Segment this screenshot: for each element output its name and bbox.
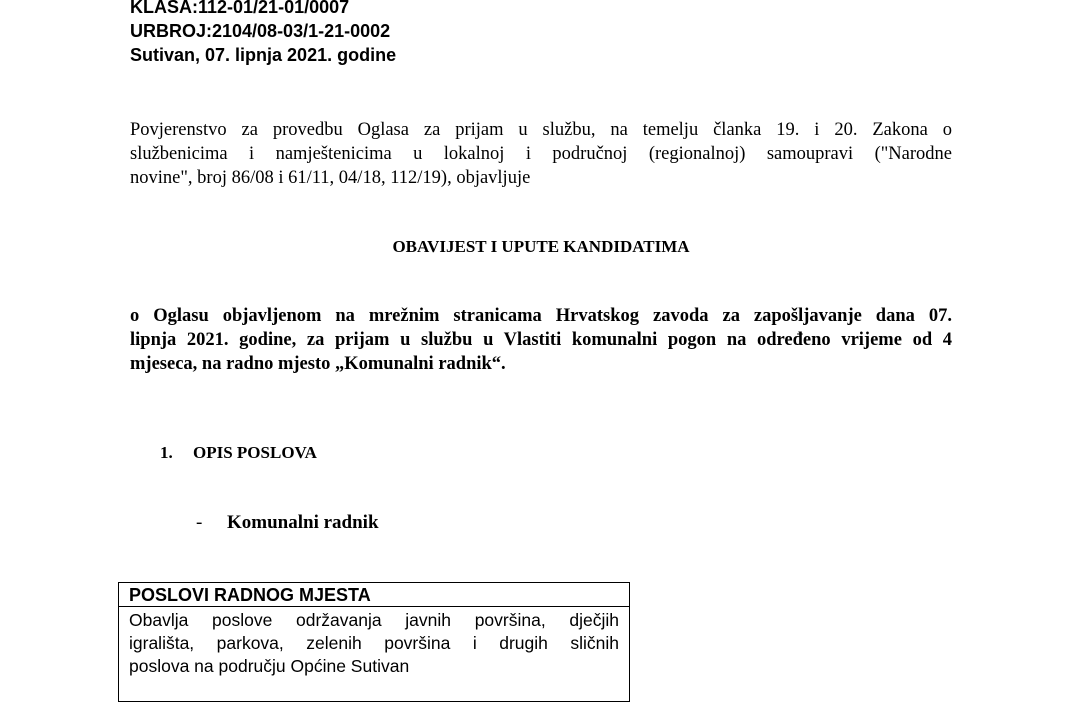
duties-line: igrališta, parkova, zelenih površina i drugih sličnih (129, 633, 619, 653)
place-date-line: Sutivan, 07. lipnja 2021. godine (130, 45, 397, 65)
notice-title: OBAVIJEST I UPUTE KANDIDATIMA (392, 237, 690, 256)
duties-table-body (119, 607, 629, 678)
section-number: 1. (160, 443, 173, 462)
duties-table-header: POSLOVI RADNOG MJESTA (119, 583, 629, 607)
notice-subject-line: lipnja 2021. godine, za prijam u službu u Vlastiti komunalni pogon na određeno vrijeme od 4 (130, 330, 952, 350)
bullet-dash: - (196, 512, 203, 533)
urbroj-line: URBROJ:2104/08-03/1-21-0002 (130, 21, 391, 41)
duties-line: poslova na području Općine Sutivan (129, 656, 410, 676)
duties-table (118, 582, 630, 702)
notice-subject-paragraph (130, 304, 952, 376)
notice-subject-line: o Oglasu objavljenom na mrežnim stranicama Hrvatskog zavoda za zapošljavanje dana 07. (130, 306, 952, 326)
intro-line: Povjerenstvo za provedbu Oglasa za prijam u službu, na temelju članka 19. i 20. Zakona o (130, 120, 952, 140)
position-name: Komunalni radnik (227, 512, 379, 533)
notice-subject-line: mjeseca, na radno mjesto „Komunalni radnik“. (130, 354, 506, 374)
intro-paragraph (130, 118, 952, 190)
section-title: OPIS POSLOVA (193, 443, 317, 462)
klasa-line: KLASA:112-01/21-01/0007 (130, 0, 350, 17)
intro-line: službenicima i namještenicima u lokalnoj i područnoj (regionalnoj) samoupravi ("Narodne (130, 144, 952, 164)
intro-line: novine", broj 86/08 i 61/11, 04/18, 112/19), objavljuje (130, 168, 531, 188)
duties-line: Obavlja poslove održavanja javnih površina, dječjih (129, 610, 619, 630)
